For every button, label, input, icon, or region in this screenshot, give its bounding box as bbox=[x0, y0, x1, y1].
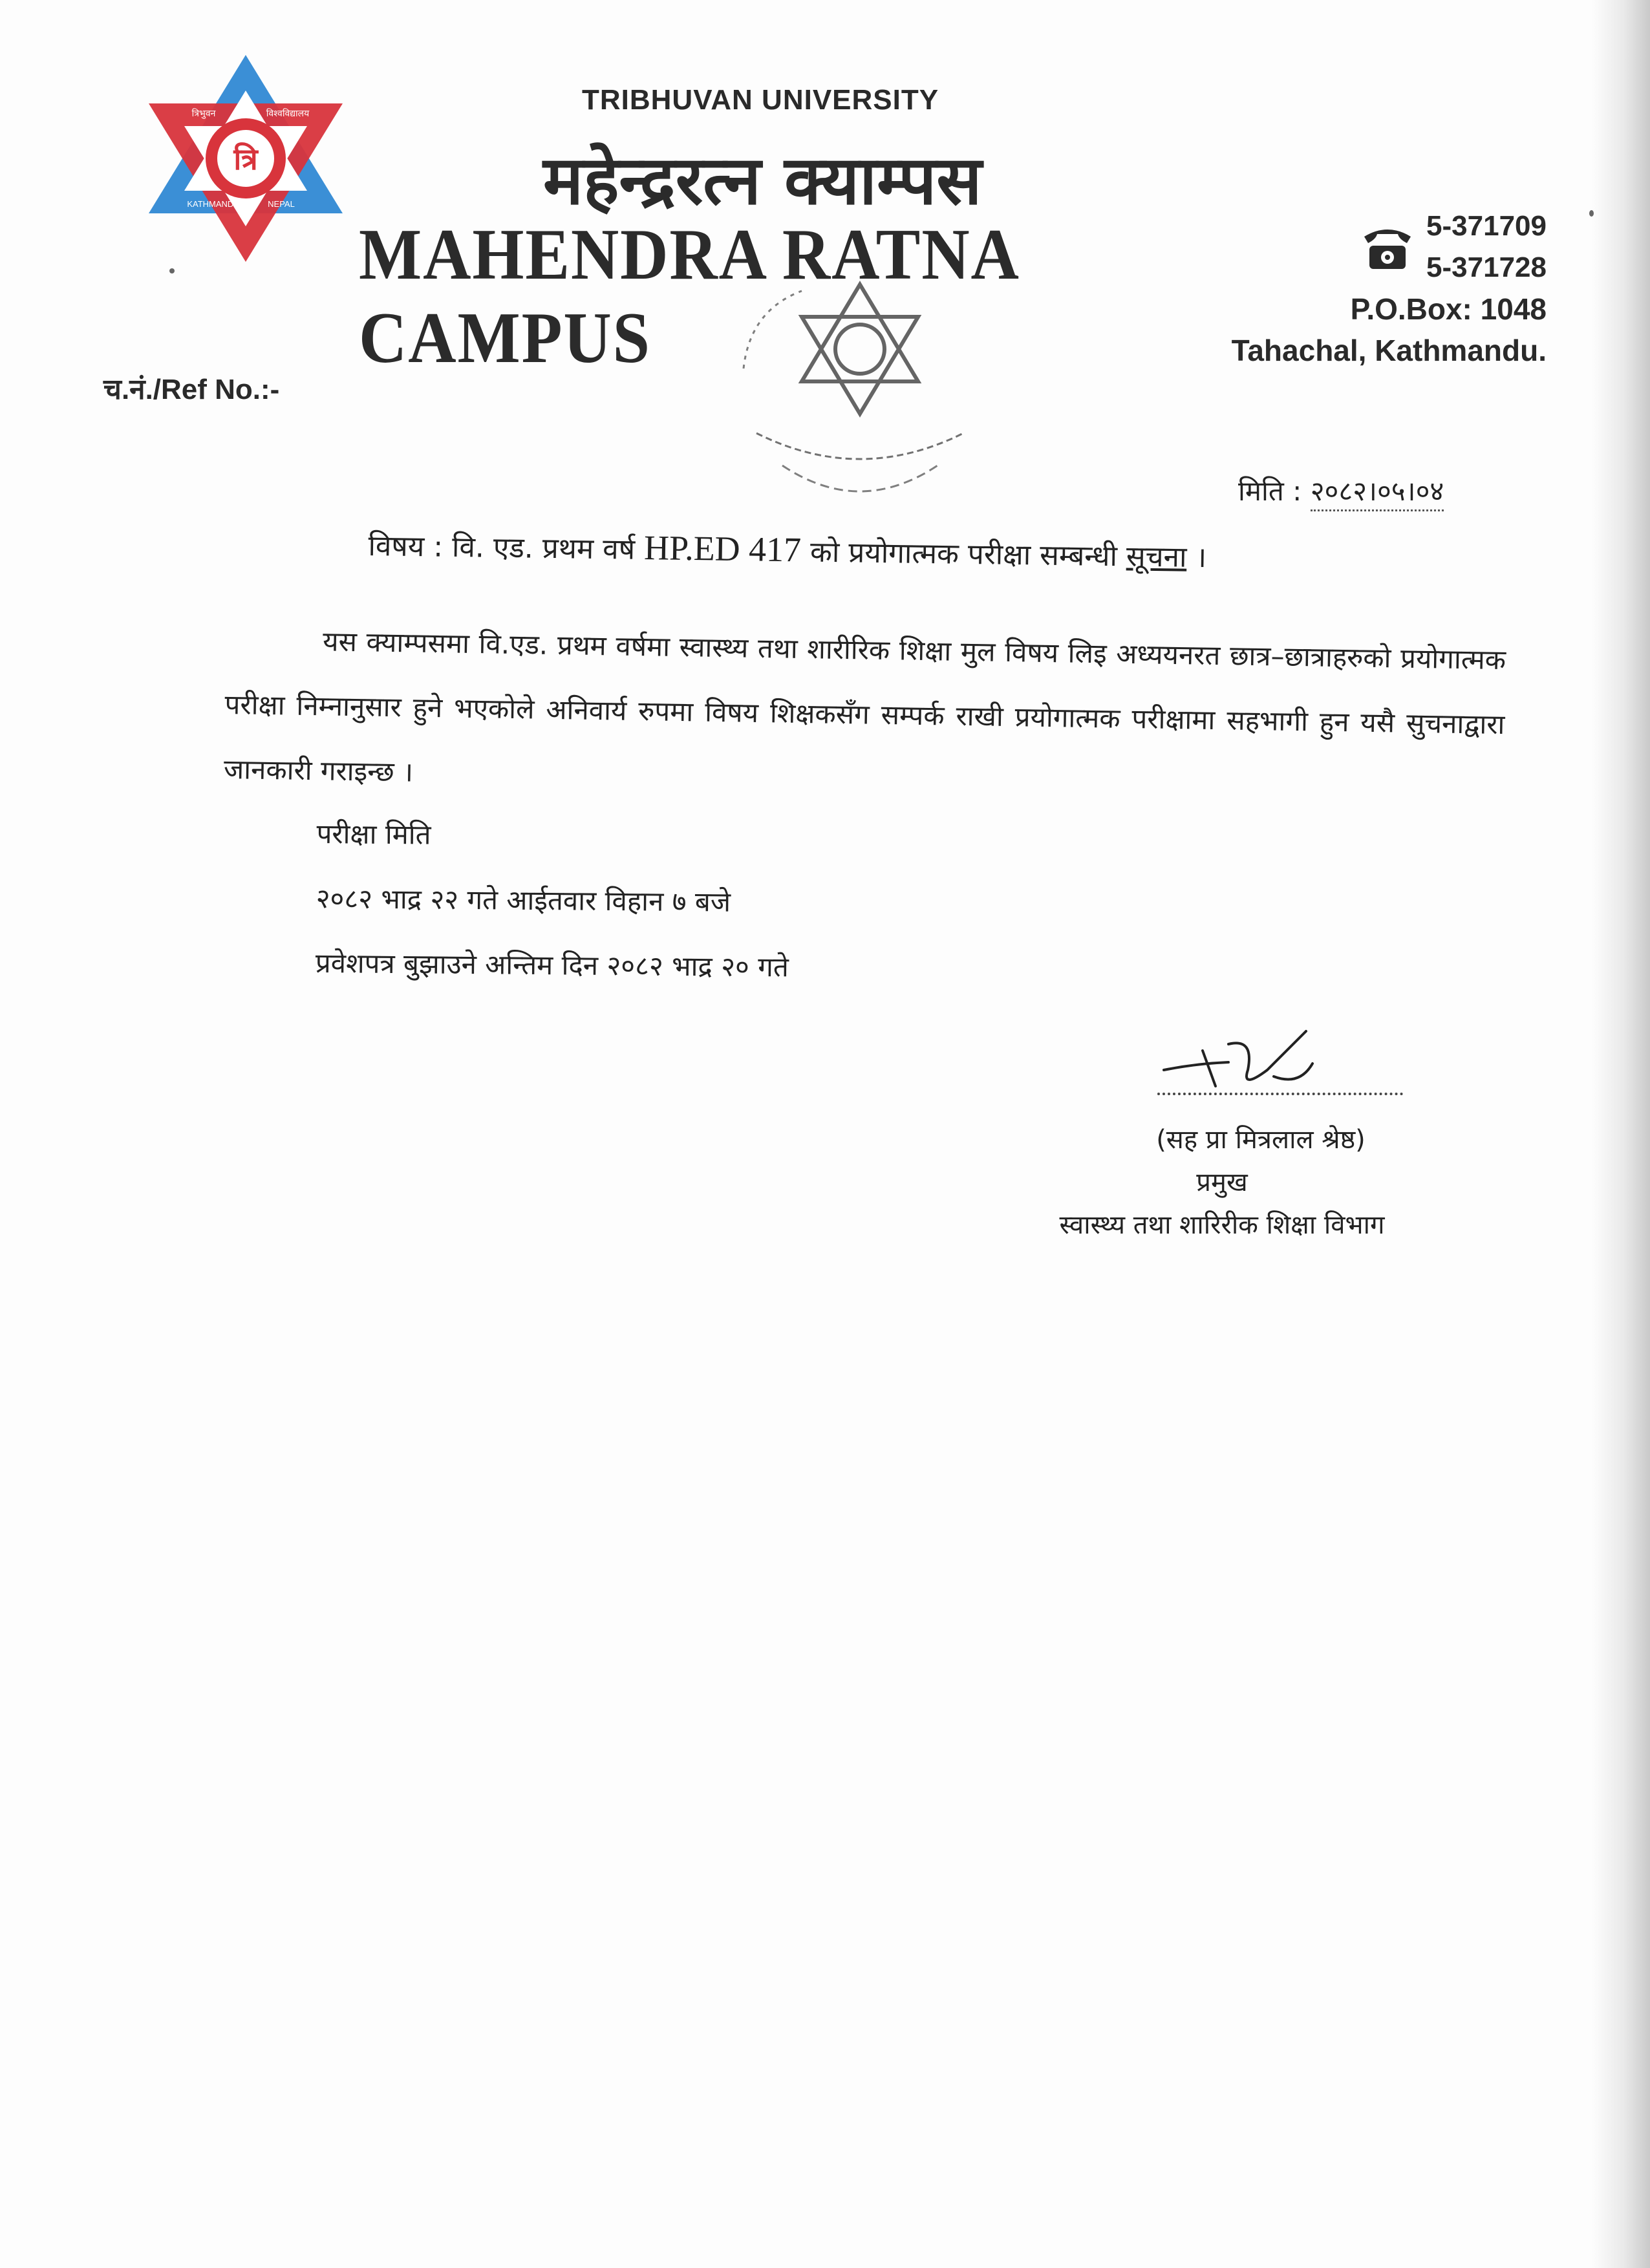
official-stamp bbox=[731, 272, 989, 543]
exam-date-label: परीक्षा मिति bbox=[316, 817, 431, 851]
po-box: P.O.Box: 1048 bbox=[1350, 292, 1547, 326]
body-paragraph: यस क्याम्पसमा वि.एड. प्रथम वर्षमा स्वास्थ्य तथा शारीरिक शिक्षा मुल विषय लिइ अध्ययनरत छात्र–छात्राहरुको प्रयोगात्मक परीक्षा निम्नानुसार हुने भएकोले अनिवार्य रुपमा विषय शिक्षकसँग सम्पर्क राखी प्रयोगात्मक परीक्षामा सहभागी हुन यसै सुचनाद्वारा जानकारी गराइन्छ । bbox=[223, 625, 1506, 788]
date-label: मिति : bbox=[1238, 475, 1302, 507]
subject-middle: को प्रयोगात्मक परीक्षा सम्बन्धी bbox=[809, 535, 1118, 573]
contact-block bbox=[1184, 206, 1547, 371]
logo-emblem: त्रि bbox=[233, 142, 258, 177]
logo-text-tr: विश्वविद्यालय bbox=[266, 109, 310, 119]
signature-line bbox=[1157, 1093, 1403, 1095]
signatory-name: (सह प्रा मित्रलाल श्रेष्ठ) bbox=[1156, 1125, 1366, 1155]
admit-card-deadline: प्रवेशपत्र बुझाउने अन्तिम दिन २०८२ भाद्र २० गते bbox=[315, 947, 789, 983]
subject-notice: सूचना bbox=[1126, 540, 1187, 574]
phone-number-2: 5-371728 bbox=[1426, 251, 1547, 283]
address: Tahachal, Kathmandu. bbox=[1231, 334, 1547, 367]
logo-text-br: NEPAL bbox=[268, 199, 295, 209]
university-name: TRIBHUVAN UNIVERSITY bbox=[582, 84, 939, 116]
scan-speck bbox=[169, 268, 175, 273]
campus-name-english: MAHENDRA RATNA CAMPUS bbox=[359, 215, 1017, 378]
date-line bbox=[1238, 472, 1444, 509]
subject-prefix: विषय : वि. एड. प्रथम वर्ष bbox=[368, 529, 636, 566]
scan-speck bbox=[1589, 210, 1594, 217]
scan-shadow-edge bbox=[1592, 0, 1650, 2268]
exam-date-detail: २०८२ भाद्र २२ गते आईतवार विहान ७ बजे bbox=[316, 882, 731, 918]
signatory-title: प्रमुख bbox=[1196, 1168, 1248, 1197]
signatory-department: स्वास्थ्य तथा शारिरीक शिक्षा विभाग bbox=[1059, 1210, 1385, 1240]
telephone-icon bbox=[1360, 221, 1415, 273]
exam-details bbox=[315, 802, 790, 1000]
reference-number: च.नं./Ref No.:- bbox=[103, 374, 280, 405]
date-value: २०८२।०५।०४ bbox=[1311, 475, 1444, 511]
notice-body bbox=[223, 608, 1506, 822]
subject-end: । bbox=[1195, 540, 1207, 575]
phone-number-1: 5-371709 bbox=[1426, 210, 1547, 242]
logo-text-tl: त्रिभुवन bbox=[191, 109, 216, 119]
university-logo bbox=[142, 52, 349, 265]
campus-name-nepali: महेन्द्ररत्न क्याम्पस bbox=[543, 141, 982, 220]
subject-line bbox=[368, 524, 1403, 578]
logo-text-bl: KATHMANDU bbox=[187, 199, 240, 209]
course-code: HP.ED 417 bbox=[643, 528, 802, 570]
signature bbox=[1157, 1025, 1325, 1102]
signatory-block bbox=[996, 1118, 1448, 1246]
